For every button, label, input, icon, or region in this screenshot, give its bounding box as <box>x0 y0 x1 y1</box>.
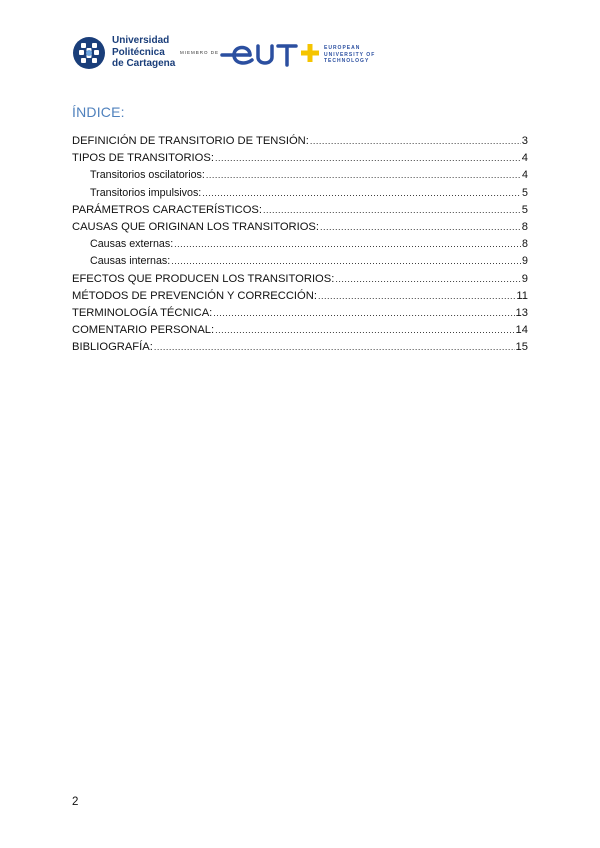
toc-dot-leader <box>174 239 521 249</box>
toc-entry[interactable] <box>72 273 528 290</box>
toc-entry-page: 11 <box>516 289 528 302</box>
upct-emblem-icon <box>72 36 106 70</box>
toc-title: ÍNDICE: <box>72 104 125 120</box>
toc-entry[interactable] <box>72 341 528 358</box>
toc-entry-page: 5 <box>522 186 528 199</box>
toc-entry-label: PARÁMETROS CARACTERÍSTICOS: <box>72 203 263 216</box>
page-number: 2 <box>72 796 79 808</box>
toc-entry-label: EFECTOS QUE PRODUCEN LOS TRANSITORIOS: <box>72 272 335 285</box>
toc-entry[interactable] <box>72 169 528 186</box>
toc-entry-page: 14 <box>515 324 528 337</box>
toc-entry-label: TIPOS DE TRANSITORIOS: <box>72 152 214 165</box>
toc-entry[interactable] <box>72 324 528 341</box>
toc-entry-page: 9 <box>521 272 528 285</box>
toc-entry[interactable] <box>72 290 528 307</box>
toc-entry-page: 15 <box>515 341 528 354</box>
upct-line-2: Politécnica <box>112 46 165 58</box>
toc-entry-label: DEFINICIÓN DE TRANSITORIO DE TENSIÓN: <box>72 135 309 147</box>
toc-entry-page: 3 <box>521 135 528 147</box>
toc-entry[interactable] <box>72 238 528 255</box>
eut-line-3: TECHNOLOGY <box>324 58 370 64</box>
eut-name <box>324 45 375 65</box>
toc-entry-label: BIBLIOGRAFÍA: <box>72 341 153 354</box>
toc-entry-label: Causas internas: <box>90 255 171 268</box>
eut-line-1: EUROPEAN <box>324 45 361 51</box>
toc-entry[interactable] <box>72 307 528 324</box>
toc-entry[interactable] <box>72 135 528 152</box>
toc-entry[interactable] <box>72 152 528 169</box>
toc-entry-label: MÉTODOS DE PREVENCIÓN Y CORRECCIÓN: <box>72 289 317 302</box>
toc-entry-label: TERMINOLOGÍA TÉCNICA: <box>72 306 213 319</box>
member-label: MIEMBRO DE <box>180 50 220 55</box>
toc-dot-leader <box>310 136 521 146</box>
toc-entry-page: 5 <box>521 203 528 216</box>
toc-entry-label: COMENTARIO PERSONAL: <box>72 324 215 337</box>
upct-name <box>112 35 175 70</box>
toc-dot-leader <box>263 205 521 215</box>
toc-dot-leader <box>171 256 521 266</box>
eut-line-2: UNIVERSITY OF <box>324 51 376 58</box>
eut-logo-icon <box>220 39 300 69</box>
toc-entry-label: CAUSAS QUE ORIGINAN LOS TRANSITORIOS: <box>72 220 320 233</box>
document-header <box>72 30 402 74</box>
toc-entry-label: Causas externas: <box>90 238 174 251</box>
toc-entry-page: 8 <box>522 238 528 251</box>
table-of-contents <box>72 135 528 358</box>
toc-entry-page: 4 <box>522 169 528 182</box>
toc-dot-leader <box>215 325 514 335</box>
toc-dot-leader <box>206 170 521 180</box>
toc-entry[interactable] <box>72 221 528 238</box>
toc-dot-leader <box>335 274 520 284</box>
toc-dot-leader <box>154 342 515 352</box>
toc-dot-leader <box>213 308 514 318</box>
upct-line-3: de Cartagena <box>112 58 176 69</box>
toc-entry[interactable] <box>72 255 528 272</box>
toc-entry-label: Transitorios oscilatorios: <box>90 169 205 182</box>
toc-entry-page: 13 <box>515 306 528 319</box>
toc-entry-label: Transitorios impulsivos: <box>90 186 202 199</box>
eut-plus-icon <box>299 42 321 64</box>
toc-dot-leader <box>215 153 521 163</box>
toc-dot-leader <box>320 222 521 232</box>
toc-entry-page: 8 <box>521 220 528 233</box>
toc-entry[interactable] <box>72 204 528 221</box>
toc-dot-leader <box>202 188 521 198</box>
upct-line-1: Universidad <box>112 35 170 46</box>
toc-entry[interactable] <box>72 187 528 204</box>
toc-entry-page: 9 <box>522 255 528 268</box>
toc-entry-page: 4 <box>521 152 528 165</box>
toc-dot-leader <box>318 291 515 301</box>
